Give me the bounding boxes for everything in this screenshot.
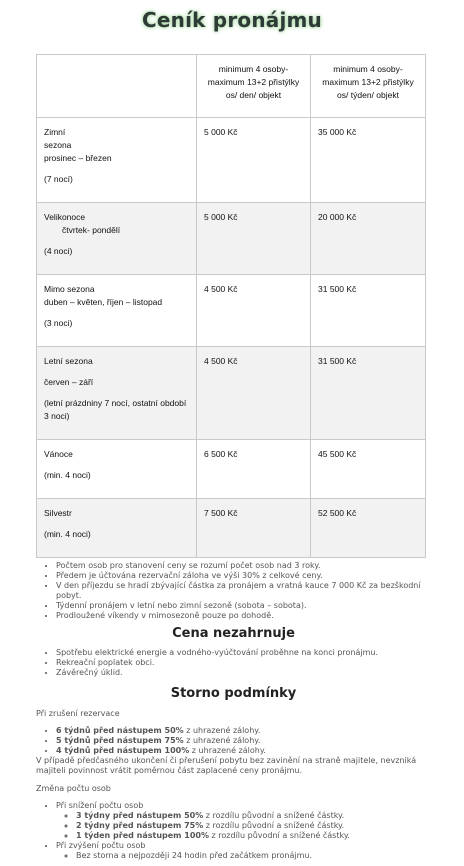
- section-heading: Cena nezahrnuje: [172, 626, 295, 641]
- price-table: [36, 54, 426, 558]
- decrease-label: Při snížení počtu osob: [56, 801, 144, 810]
- list-item: [56, 801, 431, 841]
- season-nights: (3 noci): [44, 318, 73, 328]
- cancel-list: [36, 726, 431, 756]
- list-item: [76, 811, 431, 821]
- season-cell: [37, 118, 197, 203]
- season-name: Mimo sezona: [44, 284, 95, 294]
- table-row: [37, 440, 426, 499]
- season-name: Vánoce: [44, 449, 73, 459]
- season-name: Letní sezona: [44, 356, 93, 366]
- season-nights: (letní prázdniny 7 nocí, ostatní období 3 noci): [44, 398, 187, 421]
- increase-label: Při zvýšení počtu osob: [56, 841, 146, 850]
- storno-section: [36, 686, 431, 861]
- price-week-cell: 35 000 Kč: [311, 118, 426, 203]
- term-bold: 3 týdny před nástupem 50%: [76, 811, 204, 820]
- price-week-cell: 52 500 Kč: [311, 499, 426, 558]
- section-heading: Storno podmínky: [170, 686, 297, 701]
- list-item: ◦ Bez storna a nejpozději 24 hodin před začátkem pronájmu.: [76, 851, 431, 861]
- term-rest: z rozdílu původní a snížené částky.: [203, 821, 345, 830]
- term-bold: 6 týdnů před nástupem 50%: [56, 726, 184, 735]
- table-row: [37, 499, 426, 558]
- page-title: Ceník pronájmu: [142, 8, 322, 32]
- term-rest: z uhrazené zálohy.: [183, 736, 261, 745]
- cancel-label: Při zrušení rezervace: [36, 709, 120, 718]
- term-bold: 1 týden před nástupem 100%: [76, 831, 209, 840]
- price-day-cell: 6 500 Kč: [197, 440, 311, 499]
- price-day-cell: 5 000 Kč: [197, 118, 311, 203]
- season-cell: [37, 203, 197, 275]
- list-item: • Počtem osob pro stanovení ceny se rozumí počet osob nad 3 roky.: [56, 561, 431, 571]
- increase-list: [56, 851, 431, 861]
- list-item: • Rekreační poplatek obci.: [56, 658, 431, 668]
- table-row: [37, 347, 426, 440]
- table-row: [37, 203, 426, 275]
- term-rest: z rozdílu původní a snížené částky.: [203, 811, 345, 820]
- term-rest: z uhrazené zálohy.: [189, 746, 266, 755]
- not-included-list: [36, 648, 431, 678]
- change-label: Změna počtu osob: [36, 784, 111, 793]
- season-period: prosinec – březen: [44, 153, 112, 163]
- season-nights: (min. 4 noci): [44, 529, 91, 539]
- price-week-cell: 20 000 Kč: [311, 203, 426, 275]
- price-day-cell: 5 000 Kč: [197, 203, 311, 275]
- early-end-note: V případě předčasného ukončení či přerušení pobytu bez zavinění na straně majitele, nevzniká majiteli povinnost vrátit poměrnou část zaplacené ceny pronájmu.: [36, 756, 417, 775]
- list-item: [76, 831, 431, 841]
- term-bold: 5 týdnů před nástupem 75%: [56, 736, 184, 745]
- list-item: • Předem je účtována rezervační záloha ve výši 30% z celkové ceny.: [56, 571, 431, 581]
- season-cell: [37, 499, 197, 558]
- list-item: [56, 841, 431, 861]
- list-item: [56, 746, 431, 756]
- season-nights: (7 nocí): [44, 174, 73, 184]
- price-week-cell: 45 500 Kč: [311, 440, 426, 499]
- header-cell-week: minimum 4 osoby- maximum 13+2 přistýlky os/ týden/ objekt: [311, 55, 426, 118]
- table-header-row: [37, 55, 426, 118]
- price-day-cell: 7 500 Kč: [197, 499, 311, 558]
- list-item: [56, 726, 431, 736]
- season-cell: [37, 347, 197, 440]
- term-bold: 4 týdnů před nástupem 100%: [56, 746, 190, 755]
- season-name: Velikonoce: [44, 212, 86, 222]
- season-name: Zimní: [44, 127, 66, 137]
- season-line: sezona: [44, 140, 72, 150]
- list-item: • V den příjezdu se hradí zbývající částka za pronájem a vratná kauce 7 000 Kč za bezškodní pobyt.: [56, 581, 431, 601]
- decrease-list: [56, 811, 431, 841]
- notes-section: [36, 561, 431, 621]
- season-period: červen – září: [44, 377, 94, 387]
- header-cell-day: minimum 4 osoby- maximum 13+2 přistýlky os/ den/ objekt: [197, 55, 311, 118]
- season-name: Silvestr: [44, 508, 72, 518]
- table-row: [37, 118, 426, 203]
- season-period: duben – květen, říjen – listopad: [44, 297, 163, 307]
- season-cell: [37, 275, 197, 347]
- list-item: • Prodloužené víkendy v mimosezoně pouze po dohodě.: [56, 611, 431, 621]
- term-bold: 2 týdny před nástupem 75%: [76, 821, 204, 830]
- price-week-cell: 31 500 Kč: [311, 347, 426, 440]
- list-item: • Týdenní pronájem v letní nebo zimní sezoně (sobota – sobota).: [56, 601, 431, 611]
- season-period: čtvrtek- pondělí: [62, 225, 121, 235]
- season-cell: [37, 440, 197, 499]
- change-list: [36, 801, 431, 861]
- not-included-section: [36, 626, 431, 678]
- price-week-cell: 31 500 Kč: [311, 275, 426, 347]
- header-cell-empty: [37, 55, 197, 118]
- price-day-cell: 4 500 Kč: [197, 275, 311, 347]
- term-rest: z rozdílu původní a snížené částky.: [209, 831, 350, 840]
- table-row: [37, 275, 426, 347]
- season-nights: (4 noci): [44, 246, 73, 256]
- list-item: • Spotřebu elektrické energie a vodného-vyúčtování proběhne na konci pronájmu.: [56, 648, 431, 658]
- price-day-cell: 4 500 Kč: [197, 347, 311, 440]
- season-nights: (min. 4 noci): [44, 470, 91, 480]
- list-item: [76, 821, 431, 831]
- term-rest: z uhrazené zálohy.: [183, 726, 261, 735]
- list-item: [56, 736, 431, 746]
- notes-list: [36, 561, 431, 621]
- list-item: • Závěrečný úklid.: [56, 668, 431, 678]
